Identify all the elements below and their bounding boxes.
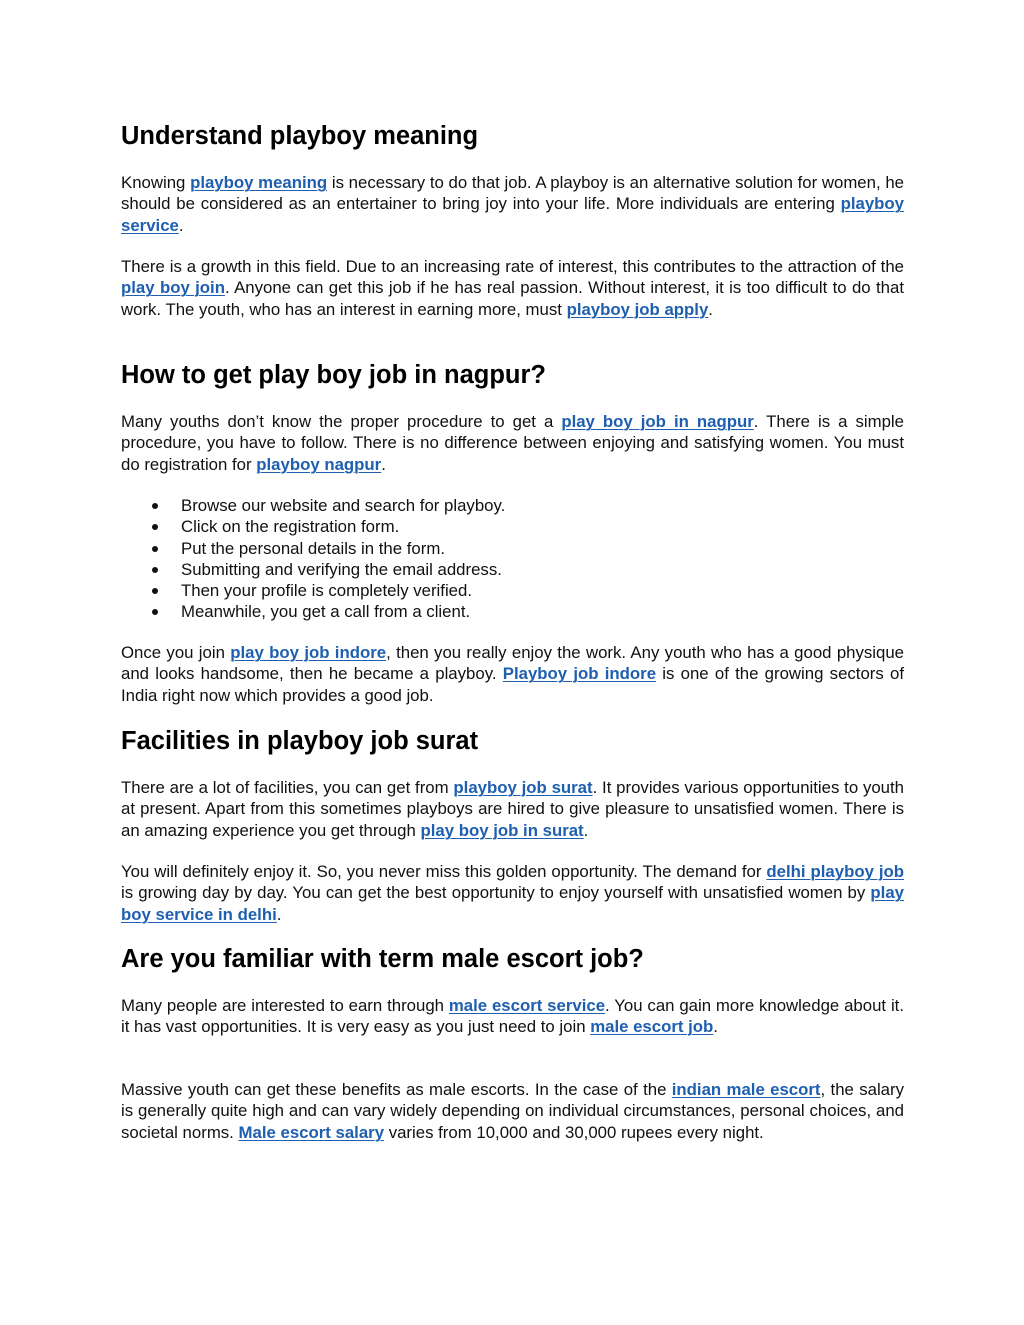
paragraph: There are a lot of facilities, you can get from playboy job surat. It provides various opportunities to youth at present. Apart from this sometimes playboys are hired to give pleasure to unsatisfied women. There is an amazing experience you get through play boy job in surat. [121,778,905,840]
list-item: Then your profile is completely verified. [121,580,505,601]
bullet-icon [152,567,158,573]
link-playboy-service[interactable]: playboy service [121,194,904,235]
list-item: Submitting and verifying the email address. [121,559,505,580]
link-delhi-playboy-job[interactable]: delhi playboy job [766,862,904,881]
link-playboy-job-indore[interactable]: Playboy job indore [502,664,657,684]
paragraph: Many youths don’t know the proper procedure to get a play boy job in nagpur. There is a simple procedure, you have to follow. There is no difference between enjoying and satisfying women. You must do registration for playboy nagpur. [121,412,904,474]
section-heading: Facilities in playboy job surat [121,727,479,755]
section-heading: Are you familiar with term male escort job? [121,945,644,973]
link-play-boy-job-in-surat[interactable]: play boy job in surat [420,820,584,840]
link-play-boy-job-in-nagpur[interactable]: play boy job in nagpur [561,412,754,431]
link-male-escort-salary[interactable]: Male escort salary [238,1122,385,1142]
link-playboy-nagpur[interactable]: playboy nagpur [256,454,382,474]
link-indian-male-escort[interactable]: indian male escort [671,1080,821,1099]
link-playboy-job-surat[interactable]: playboy job surat [453,778,593,797]
paragraph: Many people are interested to earn through male escort service. You can gain more knowledge about it. it has vast opportunities. It is very easy as you just need to join male escort job. [121,996,904,1037]
section-heading: How to get play boy job in nagpur? [121,361,546,389]
link-play-boy-job-indore[interactable]: play boy job indore [230,643,387,662]
paragraph: Once you join play boy job indore, then you really enjoy the work. Any youth who has a good physique and looks handsome, then he became a playboy. Playboy job indore is one of the growing sectors of India right now which provides a good job. [121,643,905,705]
link-play-boy-join[interactable]: play boy join [121,278,225,298]
link-playboy-job-apply[interactable]: playboy job apply [566,299,709,319]
list-item: Click on the registration form. [121,516,505,537]
paragraph: You will definitely enjoy it. So, you never miss this golden opportunity. The demand for delhi playboy job is growing day by day. You can get the best opportunity to enjoy yourself with unsatisfied women by play boy service in delhi. [121,862,904,924]
bullet-icon [152,609,158,615]
paragraph: Massive youth can get these benefits as male escorts. In the case of the indian male escort, the salary is generally quite high and can vary widely depending on individual circumstances, personal choices, and societal norms. Male escort salary varies from 10,000 and 30,000 rupees every night. [121,1080,904,1142]
bullet-icon [152,588,158,594]
link-male-escort-service[interactable]: male escort service [448,996,606,1015]
bullet-icon [152,546,158,552]
link-male-escort-job[interactable]: male escort job [590,1017,714,1037]
bullet-icon [152,524,158,530]
paragraph: Knowing playboy meaning is necessary to do that job. A playboy is an alternative solution for women, he should be considered as an entertainer to bring joy into your life. More individuals are entering playboy service. [121,173,904,235]
steps-list [121,495,505,623]
list-item: Browse our website and search for playboy. [121,495,505,516]
link-playboy-meaning[interactable]: playboy meaning [190,173,328,192]
bullet-icon [152,503,158,509]
paragraph: There is a growth in this field. Due to an increasing rate of interest, this contributes to the attraction of the play boy join. Anyone can get this job if he has real passion. Without interest, it is too difficult to do that work. The youth, who has an interest in earning more, must playboy job apply. [121,257,904,319]
list-item: Meanwhile, you get a call from a client. [121,601,505,622]
list-item: Put the personal details in the form. [121,538,505,559]
section-heading: Understand playboy meaning [121,122,479,150]
link-play-boy-service-in-delhi[interactable]: play boy service in delhi [121,883,904,924]
